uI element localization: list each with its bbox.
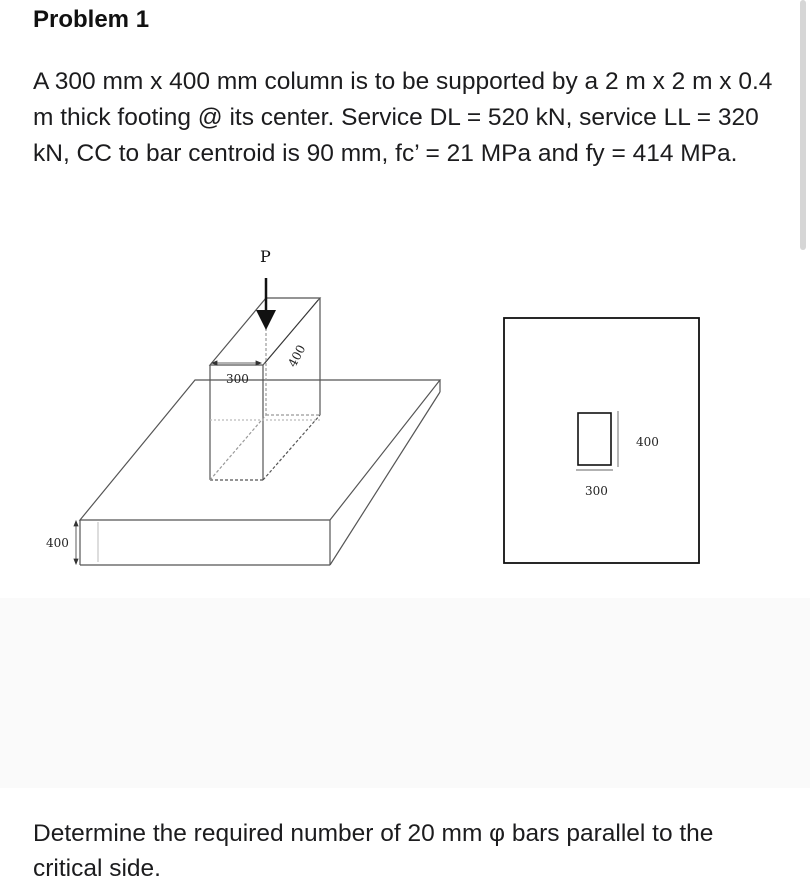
problem-question: Determine the required number of 20 mm φ bars parallel to the critical side. [33, 820, 714, 882]
column-depth-label: 400 [285, 342, 309, 370]
scrollbar[interactable] [800, 0, 806, 250]
column-width-label: 300 [226, 372, 249, 386]
load-label: P [260, 247, 271, 266]
problem-statement: A 300 mm x 400 mm column is to be supported by a 2 m x 2 m x 0.4 m thick footing @ its center. Service DL = 520 kN, service LL = 320 kN, CC to bar centroid is 90 mm, fc’ = 21 MPa and fy = 414 MPa. [33, 68, 773, 167]
plan-width-label: 300 [585, 484, 608, 498]
plan-length-label: 400 [636, 435, 659, 449]
problem-title: Problem 1 [33, 6, 150, 33]
footing-plan-view [504, 318, 699, 563]
footing-figure [0, 230, 790, 590]
column-plan [578, 413, 611, 465]
footing-thickness-dimension [74, 521, 78, 564]
blank-area [0, 598, 810, 788]
footing-slab-isometric [80, 380, 440, 565]
footing-thickness-label: 400 [46, 536, 69, 550]
